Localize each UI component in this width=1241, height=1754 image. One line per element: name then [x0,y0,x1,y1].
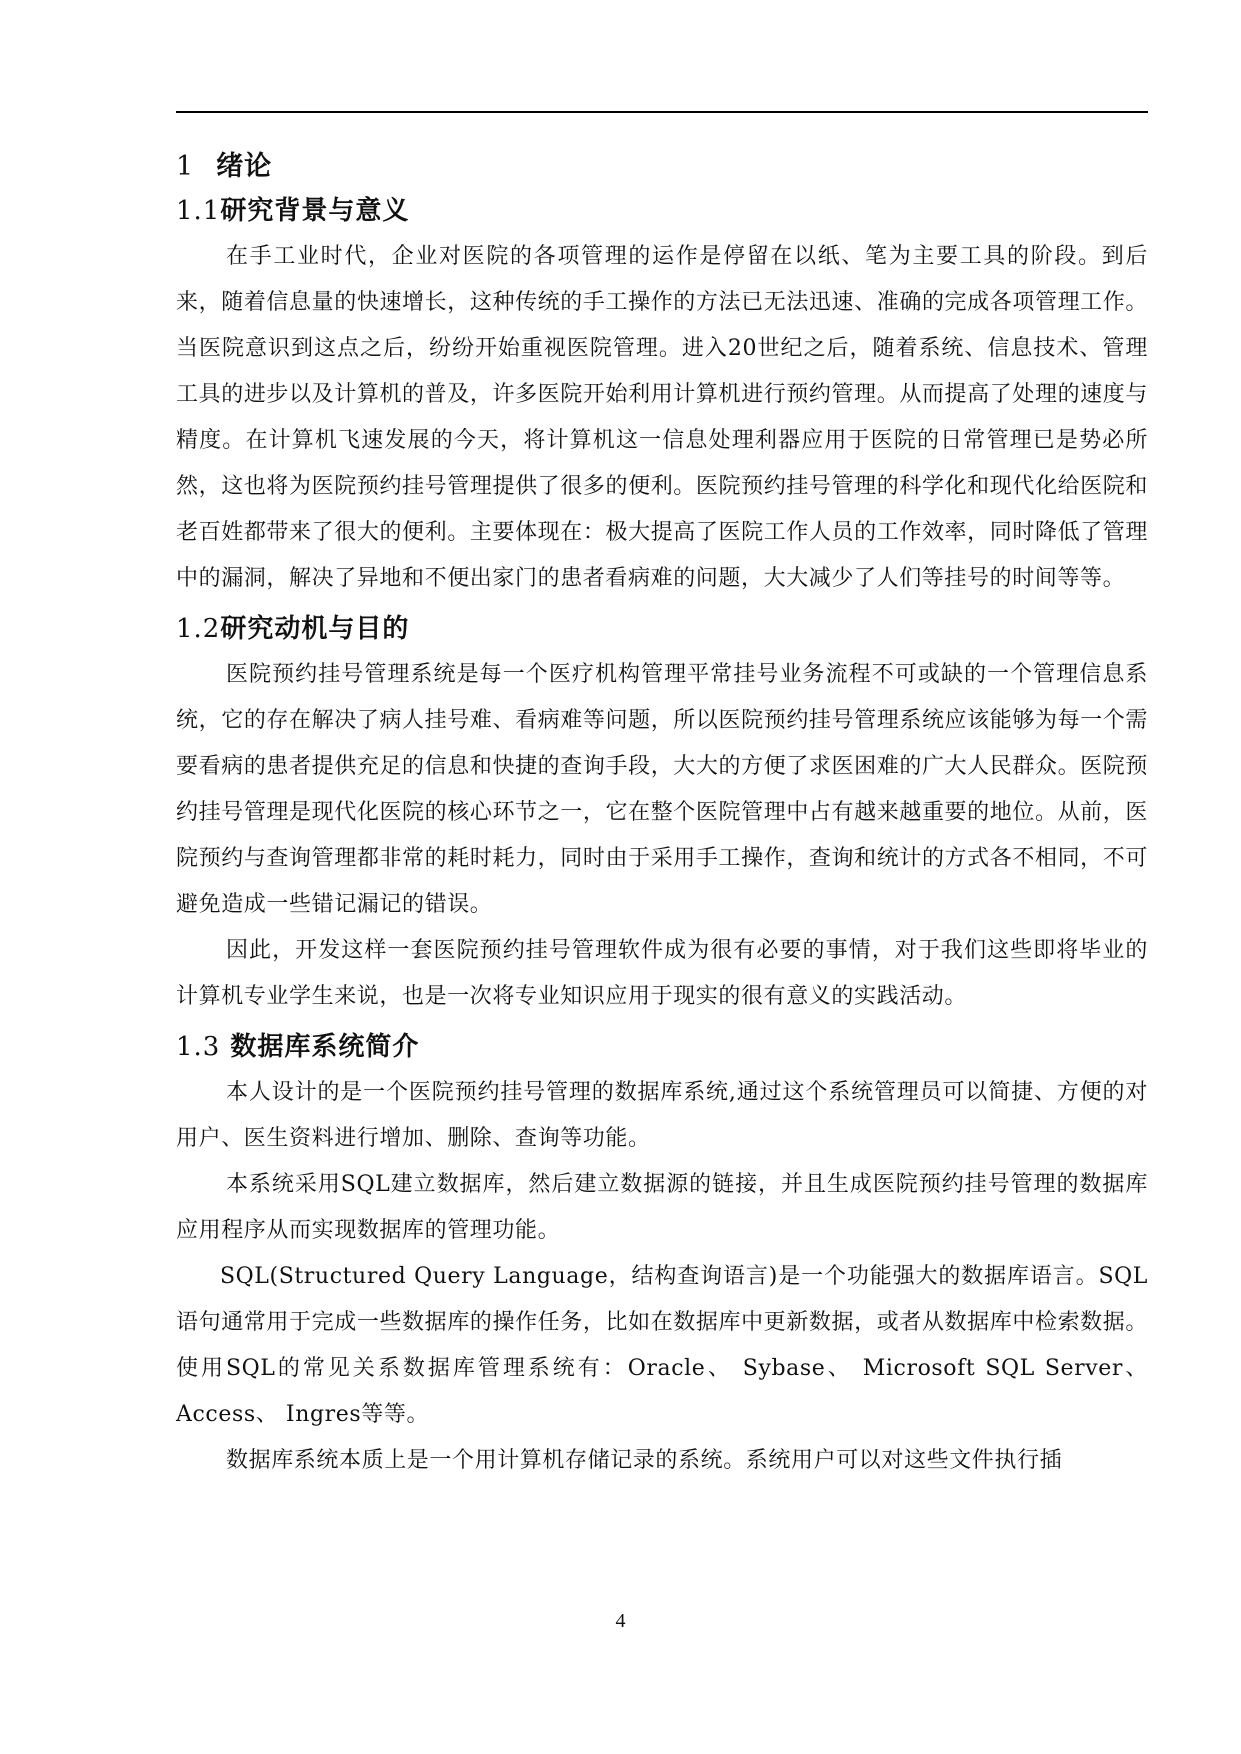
chapter-title [176,148,1148,186]
section-number: 1.2 [176,614,221,644]
section-title-1-3 [176,1028,1148,1066]
paragraph: 因此，开发这样一套医院预约挂号管理软件成为很有必要的事情，对于我们这些即将毕业的计算机专业学生来说，也是一次将专业知识应用于现实的很有意义的实践活动。 [176,938,1148,1009]
section-title-1-1 [176,192,1148,230]
chapter-number: 1 [176,151,195,182]
section-number: 1.3 [176,1032,221,1062]
page-number: 4 [615,1610,626,1632]
section-title-text: 研究背景与意义 [220,196,410,226]
paragraph: SQL(Structured Query Language，结构查询语言)是一个功能强大的数据库语言。SQL语句通常用于完成一些数据库的操作任务，比如在数据库中更新数据，或者从数据库中检索数据。使用SQL的常见关系数据库管理系统有：Oracle、 Sybase、 Microsoft SQL Server、Access、 Ingres等等。 [176,1264,1148,1427]
paragraph: 数据库系统本质上是一个用计算机存储记录的系统。系统用户可以对这些文件执行插 [226,1448,1063,1473]
section-number: 1.1 [176,196,221,226]
paragraph: 在手工业时代，企业对医院的各项管理的运作是停留在以纸、笔为主要工具的阶段。到后来，随着信息量的快速增长，这种传统的手工操作的方法已无法迅速、准确的完成各项管理工作。当医院意识到这点之后，纷纷开始重视医院管理。进入20世纪之后，随着系统、信息技术、管理工具的进步以及计算机的普及，许多医院开始利用计算机进行预约管理。从而提高了处理的速度与精度。在计算机飞速发展的今天，将计算机这一信息处理利器应用于医院的日常管理已是势必所然，这也将为医院预约挂号管理提供了很多的便利。医院预约挂号管理的科学化和现代化给医院和老百姓都带来了很大的便利。主要体现在：极大提高了医院工作人员的工作效率，同时降低了管理中的漏洞，解决了异地和不便出家门的患者看病难的问题，大大减少了人们等挂号的时间等等。 [176,244,1148,591]
document-body [176,148,1148,1484]
section-title-text: 研究动机与目的 [220,614,410,644]
paragraph: 医院预约挂号管理系统是每一个医疗机构管理平常挂号业务流程不可或缺的一个管理信息系统，它的存在解决了病人挂号难、看病难等问题，所以医院预约挂号管理系统应该能够为每一个需要看病的患者提供充足的信息和快捷的查询手段，大大的方便了求医困难的广大人民群众。医院预约挂号管理是现代化医院的核心环节之一，它在整个医院管理中占有越来越重要的地位。从前，医院预约与查询管理都非常的耗时耗力，同时由于采用手工操作，查询和统计的方式各不相同，不可避免造成一些错记漏记的错误。 [176,662,1148,917]
section-title-text: 数据库系统简介 [230,1032,420,1062]
chapter-title-text: 绪论 [216,151,273,182]
header-rule [176,111,1148,113]
paragraph: 本系统采用SQL建立数据库，然后建立数据源的链接，并且生成医院预约挂号管理的数据库应用程序从而实现数据库的管理功能。 [176,1172,1148,1243]
section-title-1-2 [176,610,1148,648]
paragraph: 本人设计的是一个医院预约挂号管理的数据库系统,通过这个系统管理员可以简捷、方便的对用户、医生资料进行增加、删除、查询等功能。 [176,1080,1148,1151]
